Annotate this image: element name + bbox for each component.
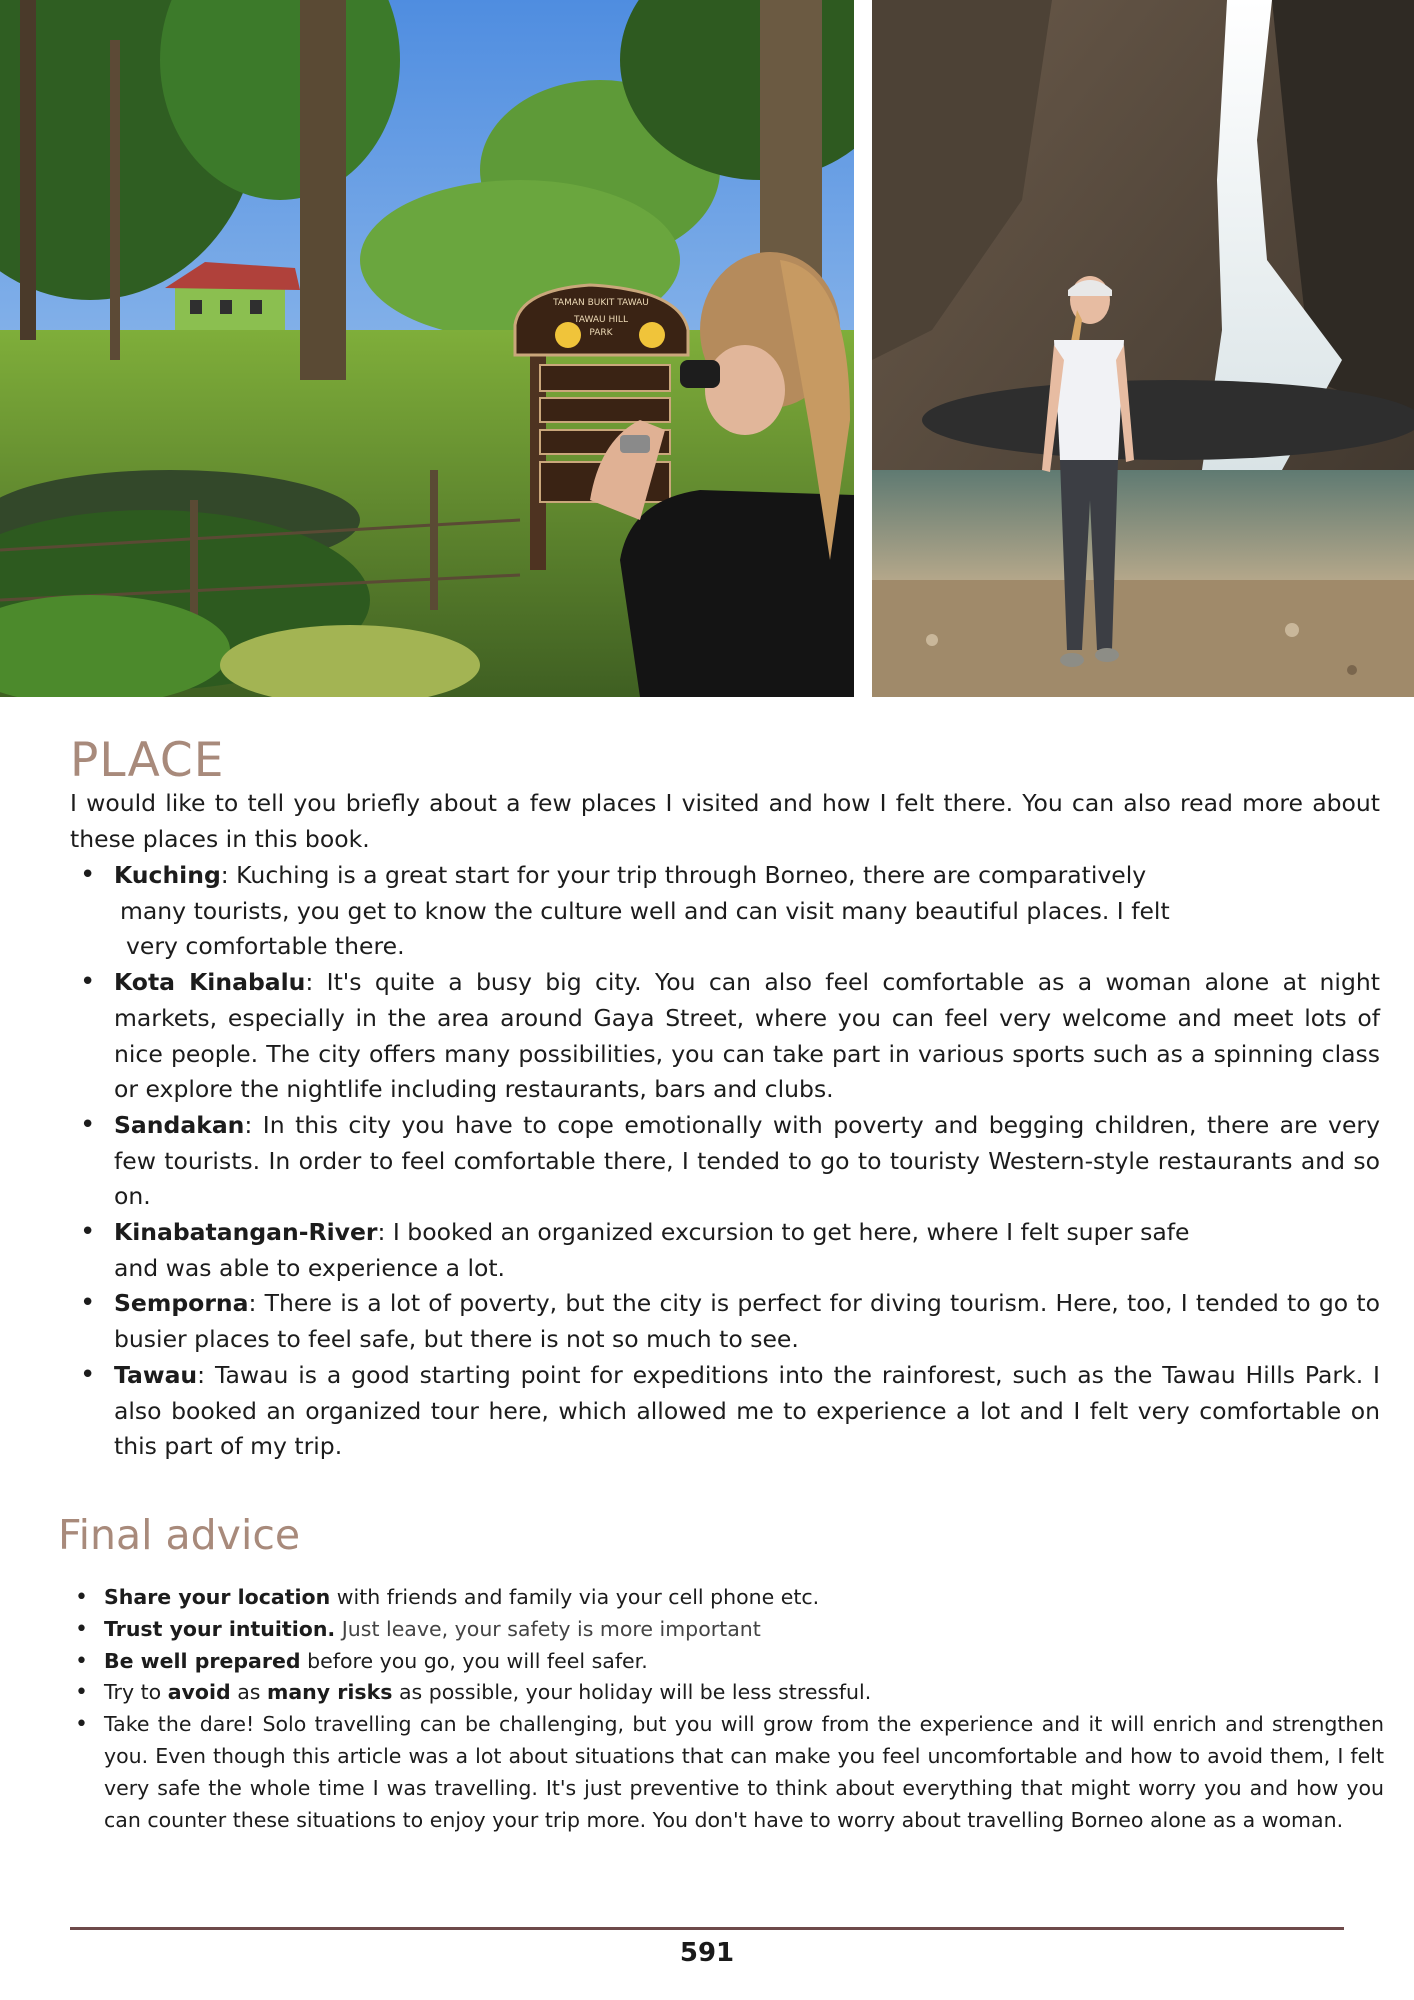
advice-text: Take the dare! Solo travelling can be challenging, but you will grow from the experience and it will enrich and strengthen you. Even though this article was a lot about situations that can make you feel uncomfortable and how to avoid them, I felt very safe the whole time I was travelling. It's just preventive to think about everything that might worry you and how you can counter these situations to enjoy your trip more. You don't have to worry about travelling Borneo alone as a woman. [104, 1712, 1384, 1832]
advice-bold: Trust your intuition. [104, 1616, 336, 1641]
advice-item-avoid-risks [72, 1677, 1384, 1709]
place-text: : In this city you have to cope emotionally with poverty and begging children, there are very few tourists. In order to feel comfortable there, I tended to go to touristy Western-style restaurants and so on. [114, 1110, 1380, 1211]
advice-text: before you go, you will feel safer. [300, 1648, 648, 1673]
photo-row [0, 0, 1414, 697]
place-name: Semporna [114, 1289, 249, 1318]
place-name: Kuching [114, 861, 221, 889]
rainforest-park-photo [0, 0, 854, 697]
list-item-tawau [70, 1358, 1380, 1465]
place-heading: PLACE [70, 733, 225, 788]
waterfall-photo [872, 0, 1414, 697]
place-name: Kota Kinabalu [114, 968, 306, 997]
advice-text: as possible, your holiday will be less stressful. [392, 1680, 872, 1705]
list-item-kota-kinabalu [70, 965, 1380, 1108]
sign-text-2: TAWAU HILL [574, 315, 628, 325]
place-text: : Kuching is a great start for your trip through Borneo, there are comparatively [220, 861, 1147, 889]
place-text: and was able to experience a lot. [114, 1253, 506, 1282]
place-name: Tawau [114, 1360, 198, 1389]
page-number: 591 [679, 1938, 735, 1968]
advice-list [72, 1582, 1384, 1836]
advice-item-trust-intuition [72, 1614, 1384, 1646]
place-name: Sandakan [114, 1110, 245, 1139]
place-intro: I would like to tell you briefly about a few places I visited and how I felt there. You can also read more about these places in this book. [70, 789, 1380, 853]
place-name: Kinabatangan-River [114, 1218, 378, 1247]
list-item-kuching [70, 858, 1380, 965]
footer-divider [70, 1927, 1344, 1930]
list-item-semporna [70, 1286, 1380, 1357]
advice-bold: avoid [167, 1680, 231, 1705]
advice-text: Try to [104, 1680, 168, 1705]
place-text: many tourists, you get to know the culture well and can visit many beautiful places. I felt [120, 896, 1170, 925]
advice-text: Just leave, your safety is more important [335, 1616, 761, 1641]
place-text: very comfortable there. [126, 932, 405, 961]
advice-bold: many risks [266, 1680, 393, 1705]
list-item-kinabatangan-river [70, 1215, 1380, 1286]
places-list [70, 858, 1380, 1465]
place-text: : I booked an organized excursion to get here, where I felt super safe [377, 1218, 1190, 1247]
advice-item-be-prepared [72, 1646, 1384, 1678]
advice-item-share-location [72, 1582, 1384, 1614]
advice-item-take-the-dare [72, 1709, 1384, 1836]
advice-text: as [230, 1680, 267, 1705]
place-text: : There is a lot of poverty, but the city is perfect for diving tourism. Here, too, I tended to go to busier places to feel safe, but there is not so much to see. [114, 1289, 1380, 1354]
place-text: : It's quite a busy big city. You can also feel comfortable as a woman alone at night markets, especially in the area around Gaya Street, where you can feel very welcome and meet lots of nice people. The city offers many possibilities, you can take part in various sports such as a spinning class or explore the nightlife including restaurants, bars and clubs. [114, 968, 1380, 1104]
advice-text: with friends and family via your cell phone etc. [330, 1585, 820, 1609]
advice-bold: Be well prepared [104, 1648, 301, 1673]
sign-text-3: PARK [589, 328, 613, 338]
sign-text-1: TAMAN BUKIT TAWAU [553, 298, 649, 308]
final-advice-heading: Final advice [58, 1511, 301, 1559]
place-text: : Tawau is a good starting point for expeditions into the rainforest, such as the Tawau Hills Park. I also booked an organized tour here, which allowed me to experience a lot and I felt very comfortable on this part of my trip. [114, 1360, 1380, 1461]
advice-bold: Share your location [104, 1585, 331, 1609]
list-item-sandakan [70, 1108, 1380, 1215]
